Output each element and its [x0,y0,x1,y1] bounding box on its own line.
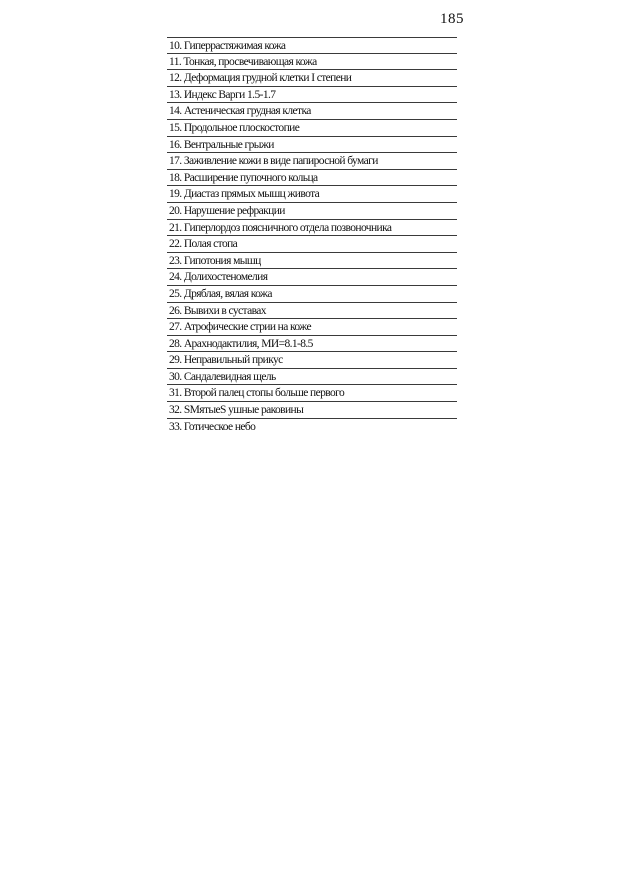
list-item: 30. Сандалевидная щель [167,369,457,386]
list-item: 15. Продольное плоскостопие [167,120,457,137]
list-item: 17. Заживление кожи в виде папиросной бумаги [167,153,457,170]
list-item: 20. Нарушение рефракции [167,203,457,220]
list-item: 32. SMятыеS ушные раковины [167,402,457,419]
list-item: 19. Диастаз прямых мышц живота [167,186,457,203]
list-item: 31. Второй палец стопы больше первого [167,385,457,402]
list-item: 18. Расширение пупочного кольца [167,170,457,187]
list-item: 28. Арахнодактилия, МИ=8.1-8.5 [167,336,457,353]
list-item: 25. Дряблая, вялая кожа [167,286,457,303]
list-item: 10. Гиперрастяжимая кожа [167,37,457,54]
list-item: 12. Деформация грудной клетки I степени [167,70,457,87]
list-item: 24. Долихостеномелия [167,269,457,286]
list-item: 21. Гиперлордоз поясничного отдела позвоночника [167,220,457,237]
list-item: 29. Неправильный прикус [167,352,457,369]
list-item: 26. Вывихи в суставах [167,303,457,320]
list-item: 16. Вентральные грыжи [167,137,457,154]
list-item: 22. Полая стопа [167,236,457,253]
list-item: 27. Атрофические стрии на коже [167,319,457,336]
list-item: 13. Индекс Варги 1.5-1.7 [167,87,457,104]
page-number: 185 [440,11,464,27]
list-item: 14. Астеническая грудная клетка [167,103,457,120]
list-item: 23. Гипотония мышц [167,253,457,270]
list-item: 11. Тонкая, просвечивающая кожа [167,54,457,71]
list-item: 33. Готическое небо [169,420,256,433]
criteria-list [167,37,457,435]
